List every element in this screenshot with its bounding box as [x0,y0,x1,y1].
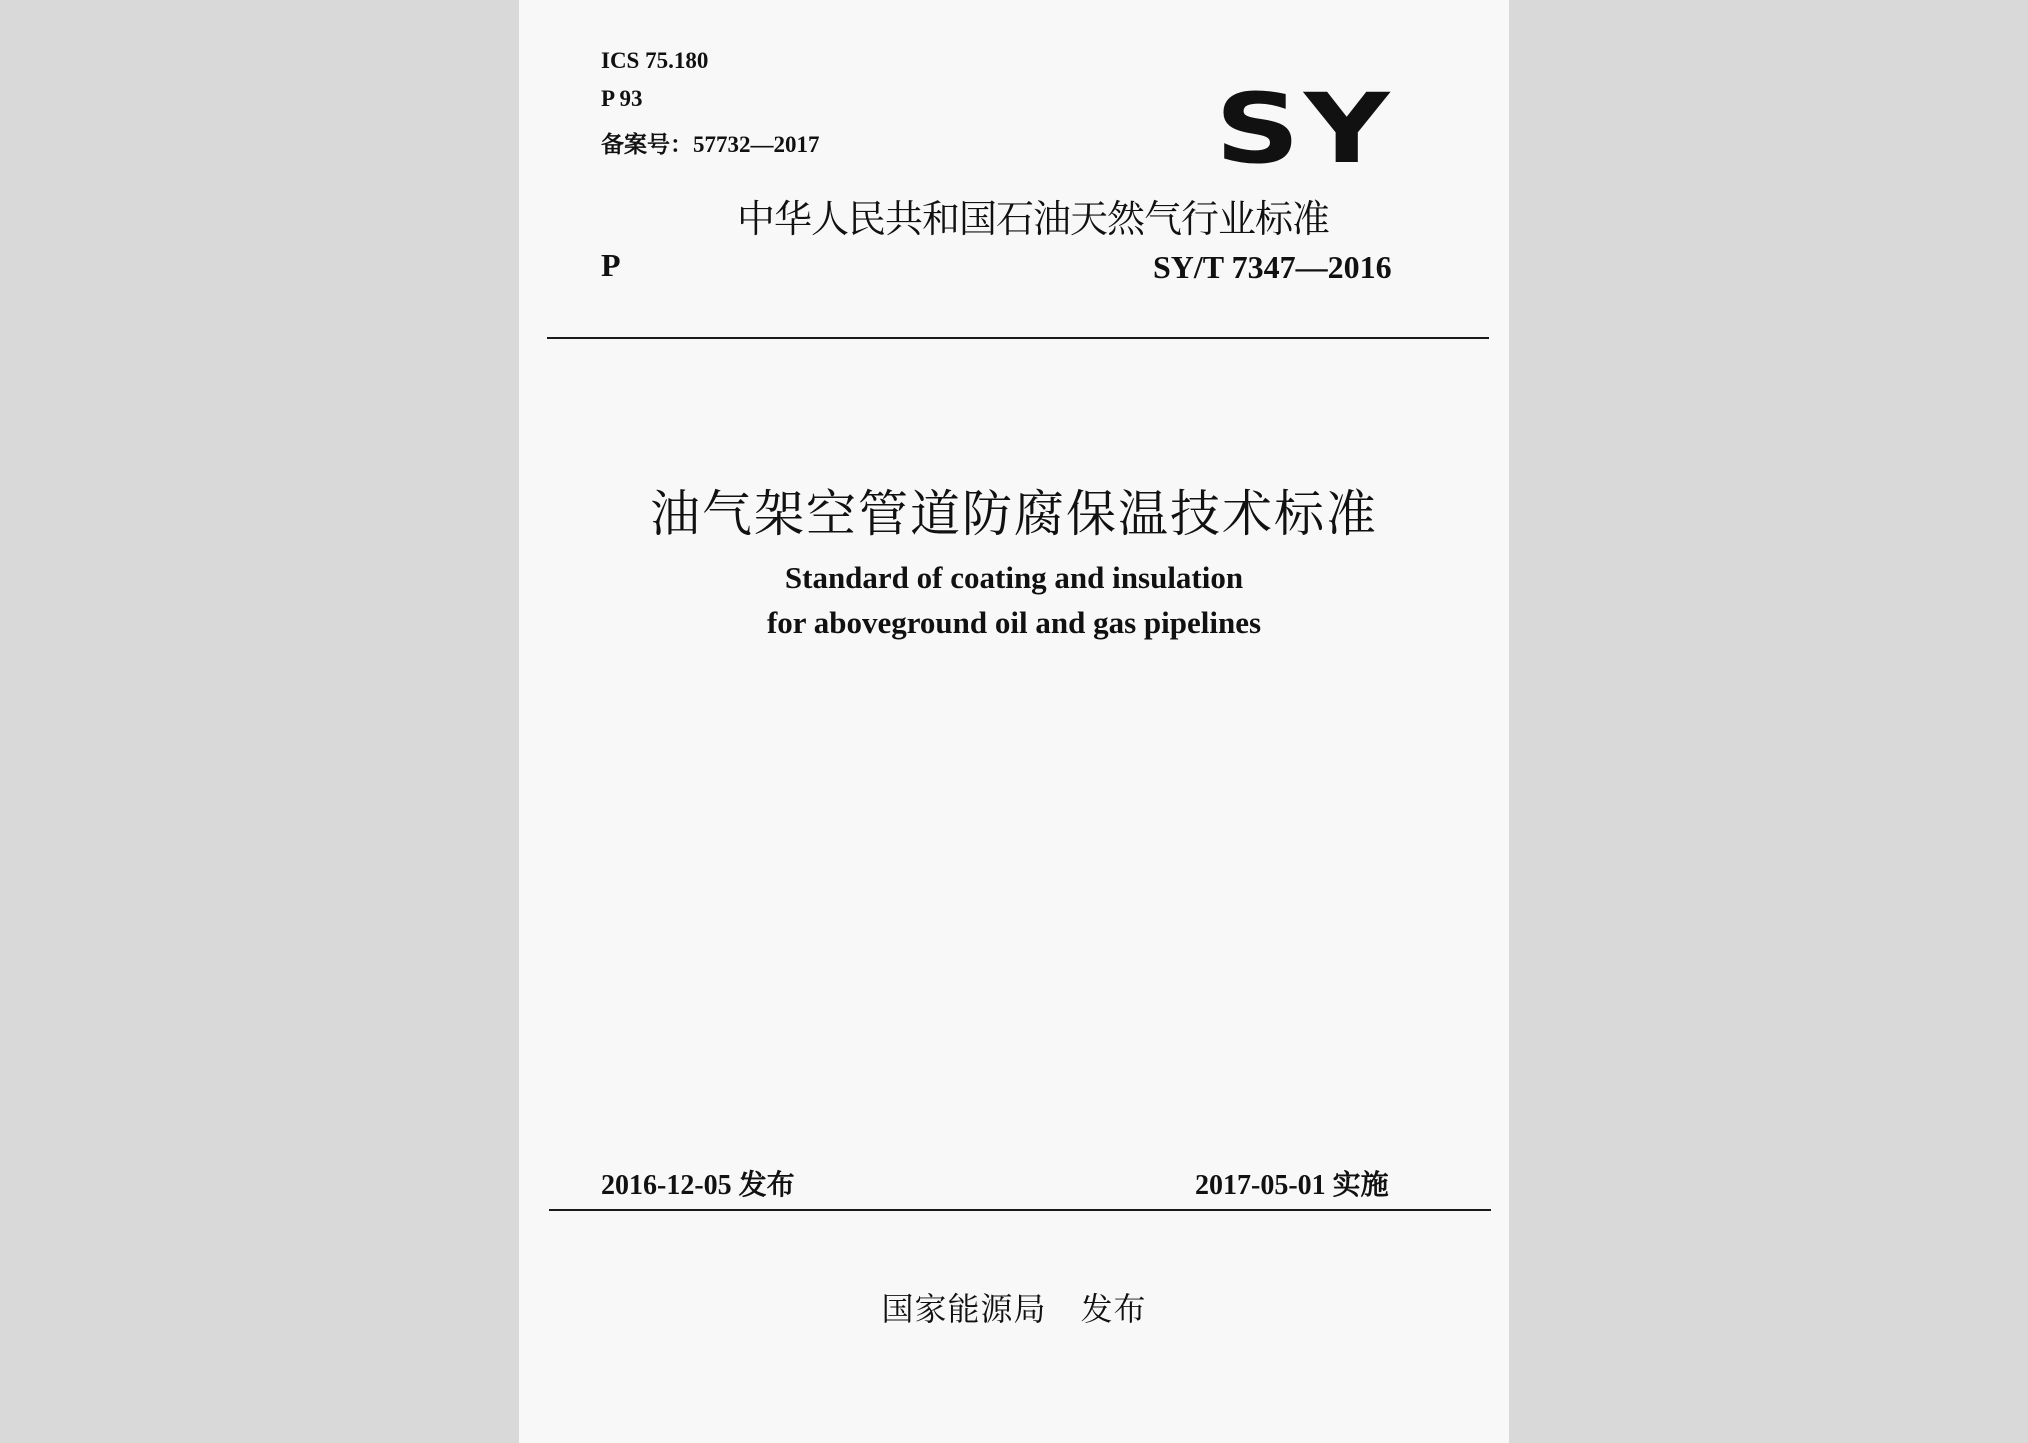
standard-family: 中华人民共和国石油天然气行业标准 [737,197,1330,241]
category-letter: P [601,247,621,283]
sy-logo: SY [1215,71,1394,185]
document-page [519,0,1509,1443]
effective-date: 2017-05-01 [1195,1170,1326,1201]
footer-divider [549,1209,1491,1211]
publisher-action: 发布 [1080,1290,1147,1328]
title-english-line1: Standard of coating and insulation [784,560,1244,595]
publisher-line [519,1284,1509,1330]
header-divider [547,337,1489,339]
issue-date: 2016-12-05 [601,1170,732,1201]
category-code: P 93 [601,86,643,111]
title-chinese: 油气架空管道防腐保温技术标准 [650,485,1378,543]
standard-number: SY/T 7347—2016 [1153,249,1392,285]
issue-date-line [601,1163,795,1203]
effective-date-line [1195,1163,1389,1203]
filing-number: 备案号：57732—2017 [601,132,820,157]
ics-code: ICS 75.180 [601,48,709,73]
publisher-name: 国家能源局 [881,1290,1047,1328]
effective-label: 实施 [1332,1168,1389,1201]
issue-label: 发布 [738,1168,795,1201]
title-english-line2: for aboveground oil and gas pipelines [766,605,1262,640]
